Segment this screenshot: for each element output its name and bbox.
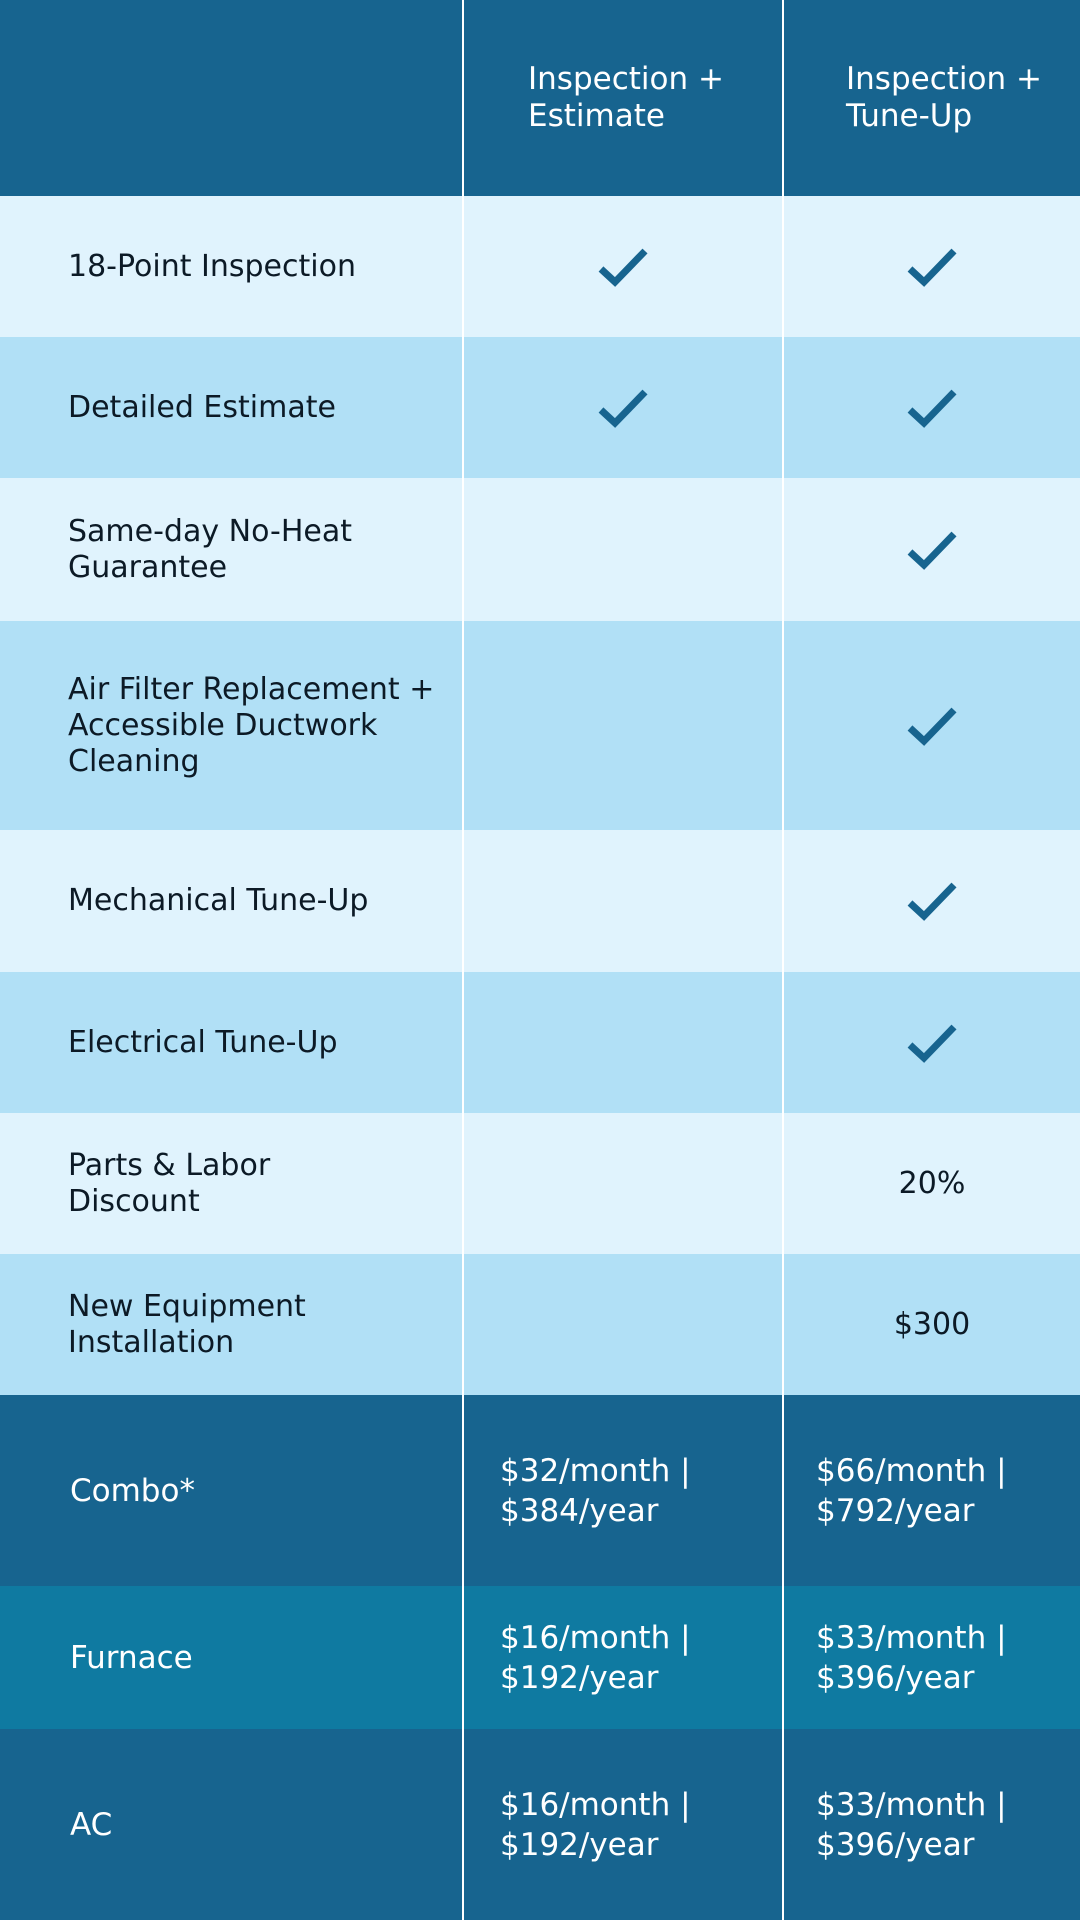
table-row bbox=[0, 196, 1080, 337]
price-value: $32/month | $384/year bbox=[500, 1452, 691, 1529]
feature-label: 18-Point Inspection bbox=[68, 248, 356, 284]
feature-label: Mechanical Tune-Up bbox=[68, 883, 369, 918]
feature-label: Electrical Tune-Up bbox=[68, 1024, 338, 1060]
checkmark-icon bbox=[907, 388, 957, 428]
price-value: $33/month | $396/year bbox=[816, 1619, 1007, 1696]
table-row-plan-combo bbox=[0, 1395, 1080, 1586]
header-col-inspection-tuneup: Inspection + Tune-Up bbox=[782, 0, 1080, 196]
table-row-plan-furnace bbox=[0, 1586, 1080, 1729]
checkmark-icon bbox=[907, 247, 957, 287]
checkmark-icon bbox=[907, 530, 957, 570]
feature-label: Parts & Labor Discount bbox=[68, 1147, 271, 1219]
feature-label: Air Filter Replacement + Accessible Ductwork Cleaning bbox=[68, 671, 435, 779]
feature-label: New Equipment Installation bbox=[68, 1288, 306, 1360]
table-row bbox=[0, 1254, 1080, 1395]
table-header bbox=[0, 0, 1080, 196]
table-row bbox=[0, 830, 1080, 972]
plan-label: Furnace bbox=[70, 1639, 193, 1676]
discount-value: 20% bbox=[898, 1166, 966, 1201]
feature-label: Same-day No-Heat Guarantee bbox=[68, 513, 352, 585]
checkmark-icon bbox=[598, 247, 648, 287]
price-value: $66/month | $792/year bbox=[816, 1452, 1007, 1529]
checkmark-icon bbox=[907, 881, 957, 921]
header-col-feature bbox=[0, 0, 462, 196]
feature-label: Detailed Estimate bbox=[68, 389, 336, 425]
plan-label: Combo* bbox=[70, 1472, 195, 1509]
checkmark-icon bbox=[907, 1023, 957, 1063]
table-row bbox=[0, 972, 1080, 1113]
price-value: $33/month | $396/year bbox=[816, 1786, 1007, 1863]
checkmark-icon bbox=[598, 388, 648, 428]
table-row bbox=[0, 621, 1080, 830]
installation-value: $300 bbox=[893, 1307, 971, 1342]
table-row bbox=[0, 337, 1080, 478]
plan-label: AC bbox=[70, 1806, 113, 1843]
table-row-plan-ac bbox=[0, 1729, 1080, 1920]
header-col-inspection-estimate: Inspection + Estimate bbox=[462, 0, 782, 196]
price-value: $16/month | $192/year bbox=[500, 1786, 691, 1863]
checkmark-icon bbox=[907, 706, 957, 746]
table-row bbox=[0, 1113, 1080, 1254]
price-value: $16/month | $192/year bbox=[500, 1619, 691, 1696]
table-row bbox=[0, 478, 1080, 621]
